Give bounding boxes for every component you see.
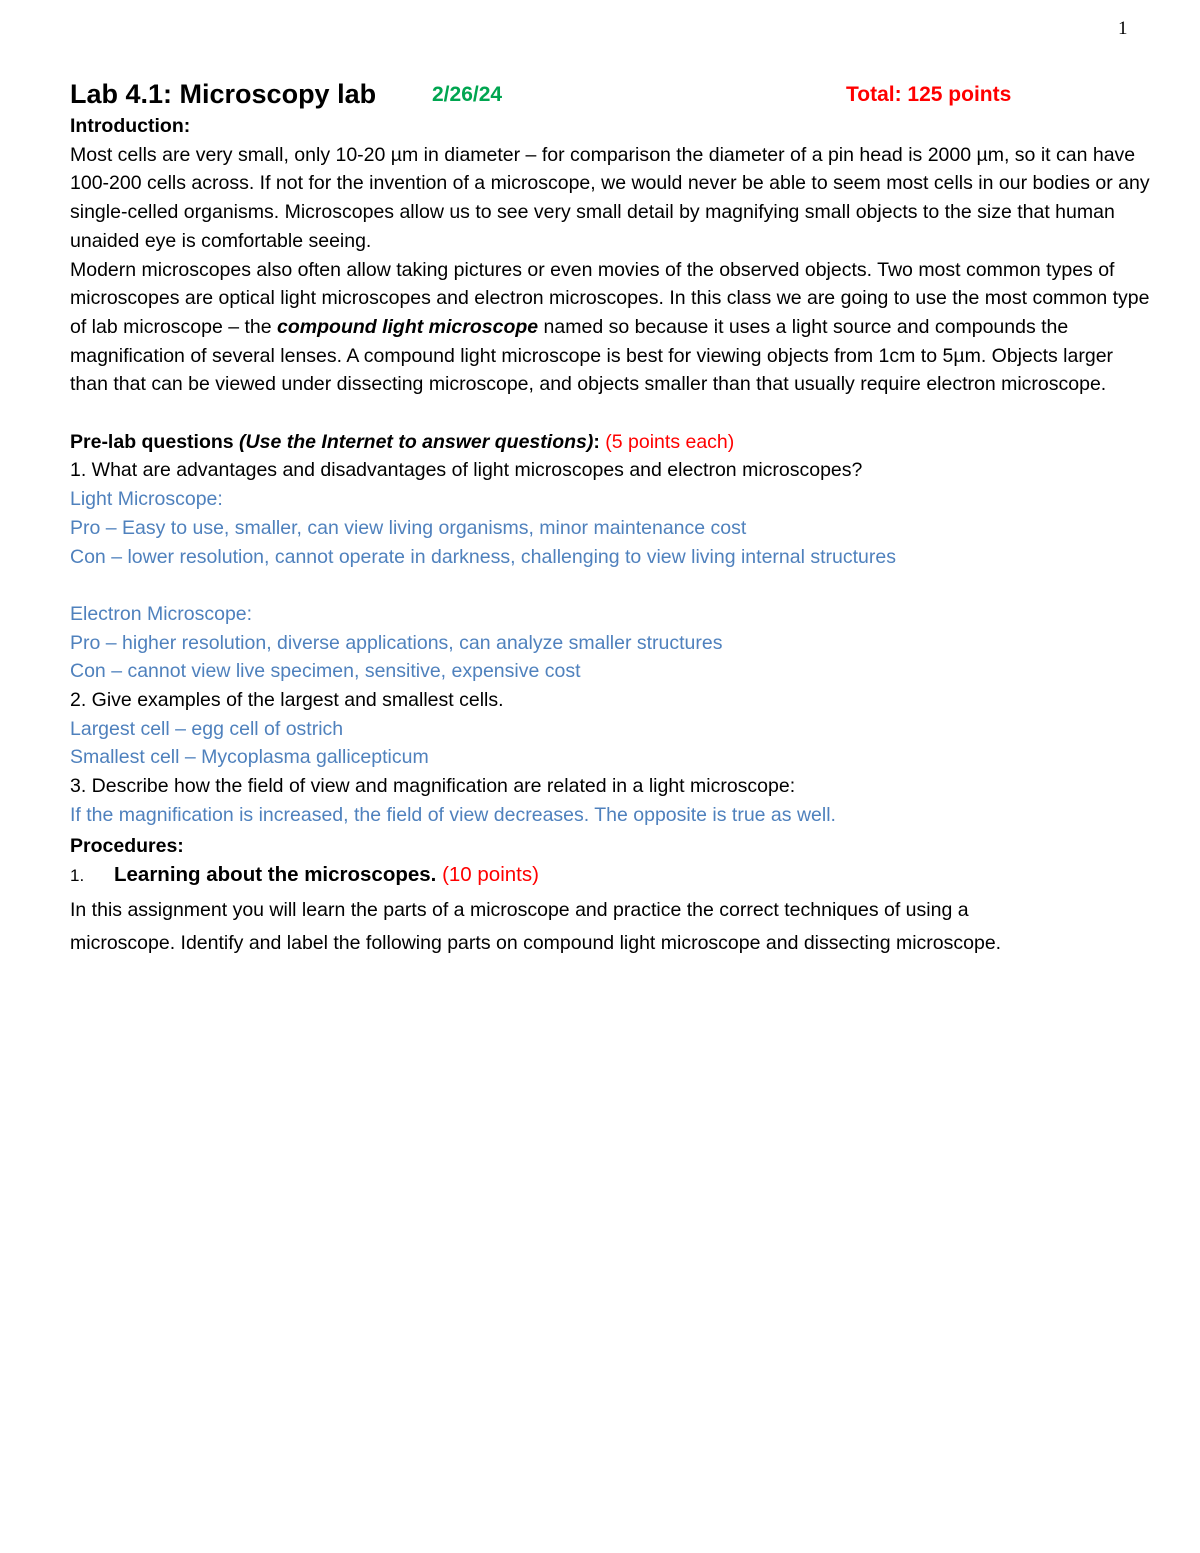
smallest-cell-answer: Smallest cell – Mycoplasma gallicepticum: [70, 746, 429, 769]
largest-cell-answer: Largest cell – egg cell of ostrich: [70, 717, 344, 740]
intro-p2-before: Modern microscopes also often allow taking pictures or even movies of the observed objects. Two most common types of microscopes are optical light microscopes and electron microscopes. In this class we are going to use the most common type of lab microscope – the: [70, 258, 1150, 338]
electron-microscope-title: Electron Microscope:: [70, 602, 253, 625]
prelab-heading-main: Pre-lab questions: [70, 430, 240, 453]
title-row: [70, 76, 1150, 112]
light-microscope-title: Light Microscope:: [70, 488, 223, 511]
light-microscope-pro: Pro – Easy to use, smaller, can view living organisms, minor maintenance cost: [70, 516, 747, 539]
procedure-title: [114, 860, 539, 890]
document-body: [70, 76, 1150, 959]
answer-3: If the magnification is increased, the field of view decreases. The opposite is true as well.: [70, 803, 836, 826]
intro-p2-after: named so because it uses a light source and compounds the magnification of several lenses. A compound light microscope is best for viewing objects from 1cm to 5µm. Objects larger than that can be viewed under dissecting microscope, and objects smaller than that usually require electron microscope.: [70, 315, 1114, 396]
question-1: 1. What are advantages and disadvantages of light microscopes and electron microscopes?: [70, 459, 863, 482]
spacer: [70, 571, 1150, 600]
question-3: 3. Describe how the field of view and magnification are related in a light microscope:: [70, 775, 796, 798]
total-points: Total: 125 points: [846, 83, 1012, 106]
question-2: 2. Give examples of the largest and smallest cells.: [70, 689, 504, 712]
procedure-item-1: [70, 860, 1150, 891]
procedures-heading: Procedures:: [70, 834, 184, 857]
procedure-number: 1.: [70, 866, 85, 886]
page-title: Lab 4.1: Microscopy lab: [70, 79, 377, 109]
procedure-body: In this assignment you will learn the parts of a microscope and practice the correct techniques of using a microscope. Identify and label the following parts on compound light microscope and dissecting microscope.: [70, 899, 1002, 954]
prelab-points: (5 points each): [605, 430, 735, 453]
intro-p2-emphasis: compound light microscope: [277, 315, 539, 338]
introduction-paragraph-1: Most cells are very small, only 10-20 µm in diameter – for comparison the diameter of a pin head is 2000 µm, so it can have 100-200 cells across. If not for the invention of a microscope, we would never be able to seem most cells in our bodies or any single-celled organisms. Microscopes allow us to see very small detail by magnifying small objects to the size that human unaided eye is comfortable seeing.: [70, 143, 1150, 252]
lab-date: 2/26/24: [432, 83, 503, 106]
introduction-heading: Introduction:: [70, 115, 191, 137]
spacer: [70, 399, 1150, 428]
prelab-heading-colon: :: [593, 430, 606, 453]
prelab-heading-italic: (Use the Internet to answer questions): [239, 430, 594, 453]
procedure-points: (10 points): [442, 863, 539, 887]
page-number: 1: [1118, 18, 1128, 39]
procedure-label: Learning about the microscopes.: [114, 863, 437, 887]
introduction-paragraph-2: [70, 256, 1150, 400]
electron-microscope-con: Con – cannot view live specimen, sensitive, expensive cost: [70, 660, 581, 683]
light-microscope-con: Con – lower resolution, cannot operate in darkness, challenging to view living internal structures: [70, 545, 896, 568]
prelab-heading: [70, 428, 1150, 457]
electron-microscope-pro: Pro – higher resolution, diverse applications, can analyze smaller structures: [70, 631, 723, 654]
